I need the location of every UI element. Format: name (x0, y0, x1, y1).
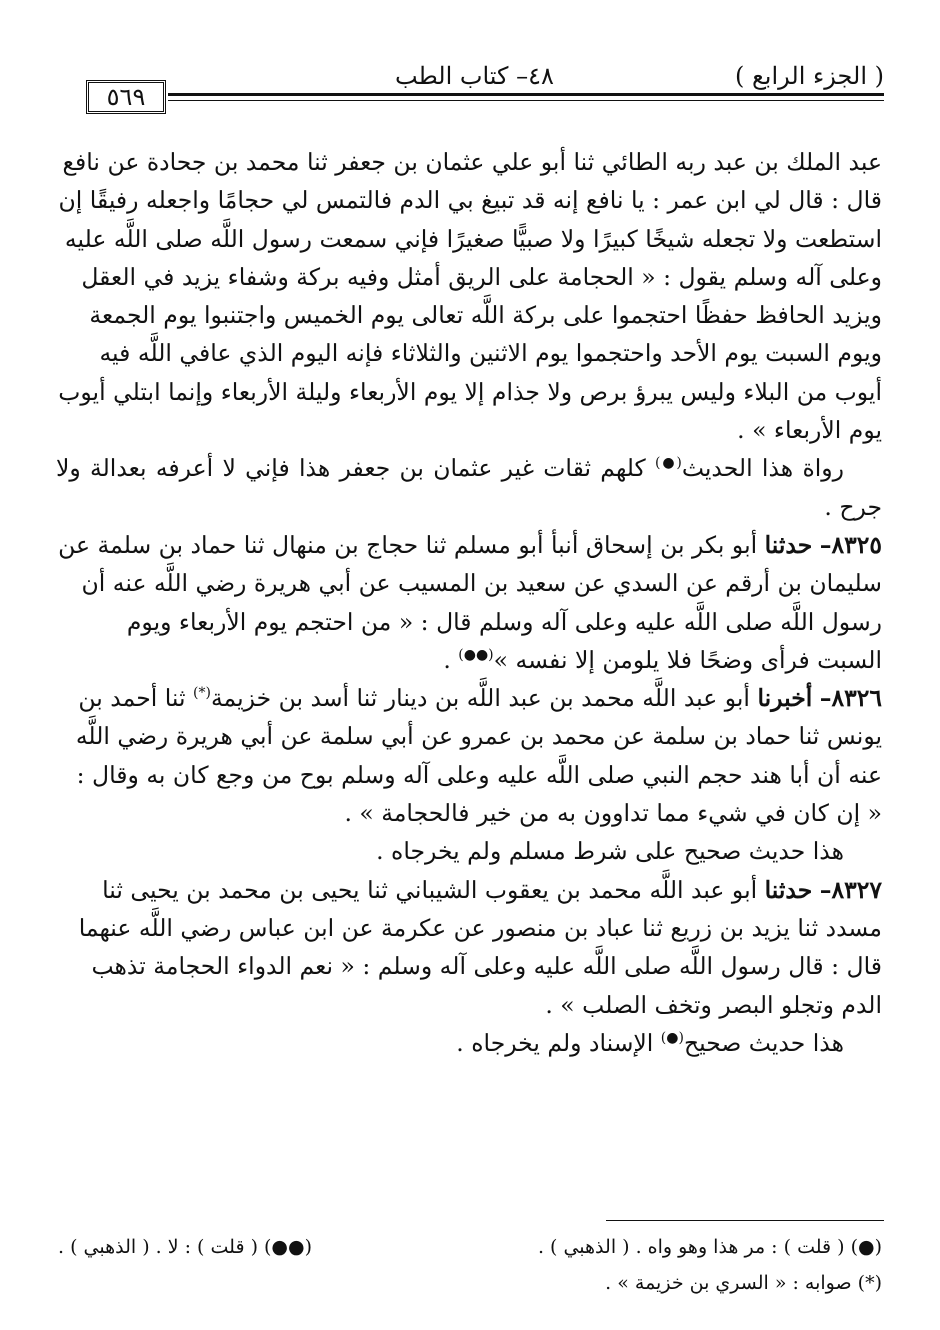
hadith-text: أبو بكر بن إسحاق أنبأ أبو مسلم ثنا حجاج بن منهال ثنا حماد بن سلمة عن سليمان بن أرقم عن السدي عن سعيد بن المسيب عن أبي هريرة رضي اللَّه عنه أن رسول اللَّه صلى اللَّه عليه وعلى آله وسلم قال : « من احتجم يوم الأربعاء ويوم السبت فرأى وضحًا فلا يلومن إلا نفسه » (58, 530, 882, 674)
grade-text-a: هذا حديث صحيح (683, 1028, 844, 1057)
chapter-title: ٤٨– كتاب الطب (395, 62, 554, 90)
page-number: ٥٦٩ (86, 80, 166, 114)
header-rule-thin (168, 100, 884, 101)
hadith-text-a: أبو عبد اللَّه محمد بن عبد اللَّه بن دينار ثنا أسد بن خزيمة (210, 684, 758, 713)
hadith-grade (56, 1024, 882, 1062)
paragraph-continuation: عبد الملك بن عبد ربه الطائي ثنا أبو علي عثمان بن جعفر ثنا محمد بن جحادة عن نافع قال : قال لي ابن عمر : يا نافع إنه قد تبيغ بي الدم فالتمس لي حجامًا واجعله رفيقًا إن استطعت ولا تجعله شيخًا كبيرًا ولا صبيًّا صغيرًا فإني سمعت رسول اللَّه صلى اللَّه عليه وعلى آله وسلم يقول : « الحجامة على الريق أمثل وفيه بركة وشفاء يزيد في العقل ويزيد الحافظ حفظًا احتجموا على بركة اللَّه تعالى يوم الخميس واجتنبوا يوم الجمعة ويوم السبت يوم الأحد واحتجموا يوم الاثنين والثلاثاء فإنه اليوم الذي عافي اللَّه فيه أيوب من البلاء وليس يبرؤ برص ولا جذام إلا يوم الأربعاء وليلة الأربعاء وإنما ابتلي أيوب يوم الأربعاء » . (58, 148, 882, 445)
hadith-text: أبو عبد اللَّه محمد بن يعقوب الشيباني ثنا يحيى بن محمد بن يحيى ثنا مسدد ثنا يزيد بن زريع ثنا عباد بن منصور عن عكرمة عن ابن عباس رضي اللَّه عنهما قال : قال رسول اللَّه صلى اللَّه عليه وعلى آله وسلم : « نعم الدواء الحجامة تذهب الدم وتجلو البصر وتخف الصلب » . (78, 875, 882, 1019)
footnote-circle: (●) ( قلت ) : مر هذا وهو واه . ( الذهبي ) . (537, 1236, 882, 1258)
footnote-marker-double-circle: (●●) (458, 647, 494, 664)
footnote-marker-star: (*) (193, 685, 211, 702)
footnote-marker-circle: (●) (655, 455, 682, 472)
hadith-number: ٨٣٢٧– (819, 875, 882, 904)
hadith-number: ٨٣٢٦– (819, 684, 882, 713)
header-rule-thick (168, 93, 884, 96)
grade-text-b: الإسناد ولم يخرجاه . (456, 1028, 661, 1057)
hadith-text-b: ثنا أحمد بن يونس ثنا حماد بن سلمة عن محمد بن عمرو عن أبي سلمة عن أبي هريرة رضي اللَّه عنه أن أبا هند حجم النبي صلى اللَّه عليه وعلى آله وسلم بوح من وجع كان به وقال : « إن كان في شيء مما تداوون به من خير فالحجامة » . (75, 684, 882, 828)
hadith-8327 (56, 871, 882, 1024)
main-text (56, 143, 882, 1062)
hadith-lead-word: أخبرنا (757, 684, 813, 713)
narrators-text-a: رواة هذا الحديث (681, 454, 844, 483)
hadith-end: . (443, 645, 459, 674)
narrators-text-b: كلهم ثقات غير عثمان بن جعفر هذا فإني لا أعرفه بعدالة ولا جرح . (56, 454, 882, 521)
hadith-8325 (56, 526, 882, 679)
paragraph-narrators-note (56, 449, 882, 526)
footnote-rule (606, 1220, 884, 1221)
hadith-number: ٨٣٢٥– (819, 530, 882, 559)
footnote-marker-circle: (●) (660, 1030, 684, 1046)
hadith-8326 (56, 679, 882, 832)
footnote-star: (*) صوابه : « السري بن خزيمة » . (605, 1272, 882, 1294)
volume-label: ( الجزء الرابع ) (735, 62, 884, 90)
hadith-lead-word: حدثنا (764, 875, 813, 904)
footnote-double-circle: (●●) ( قلت ) : لا . ( الذهبي ) . (58, 1236, 313, 1258)
hadith-lead-word: حدثنا (764, 530, 813, 559)
hadith-grade: هذا حديث صحيح على شرط مسلم ولم يخرجاه . (376, 837, 844, 866)
